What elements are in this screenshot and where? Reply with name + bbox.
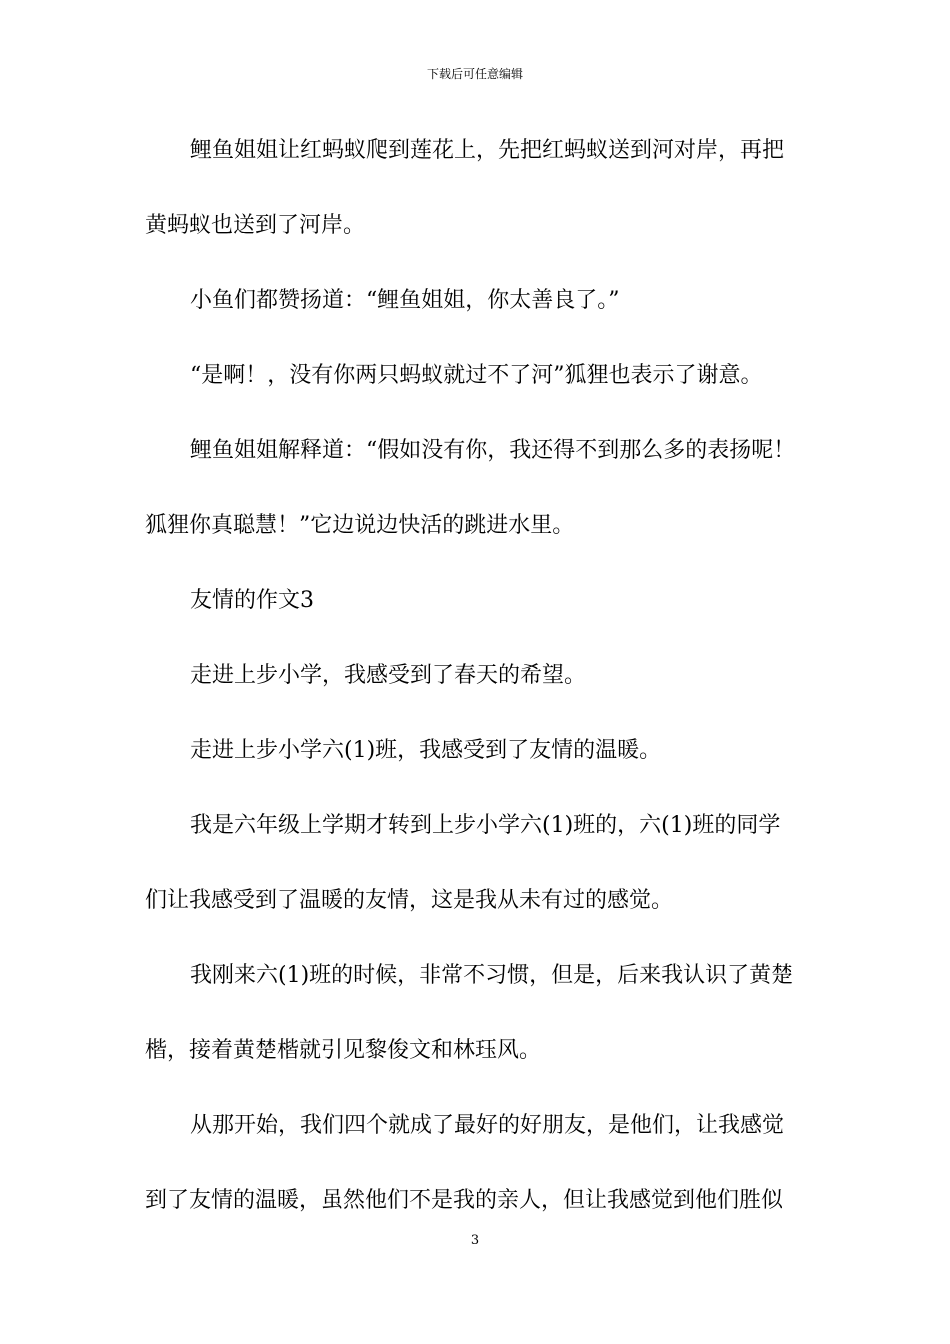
paragraph-line: 到了友情的温暖，虽然他们不是我的亲人，但让我感觉到他们胜似 [145, 1188, 784, 1213]
paragraph-line: 从那开始，我们四个就成了最好的好朋友，是他们，让我感觉 [190, 1113, 785, 1138]
paragraph-line: 们让我感受到了温暖的友情，这是我从未有过的感觉。 [145, 888, 674, 913]
paragraph-line: 走进上步小学，我感受到了春天的希望。 [190, 663, 587, 688]
paragraph-line: 我刚来六(1)班的时候，非常不习惯，但是，后来我认识了黄楚 [190, 963, 794, 988]
paragraph-line: 走进上步小学六(1)班，我感受到了友情的温暖。 [190, 738, 662, 763]
paragraph-line: 鲤鱼姐姐解释道：“假如没有你，我还得不到那么多的表扬呢！ [190, 438, 796, 463]
paragraph-line: 楷，接着黄楚楷就引见黎俊文和林珏风。 [145, 1038, 542, 1063]
page-number: 3 [470, 1233, 480, 1248]
paragraph-line: 我是六年级上学期才转到上步小学六(1)班的，六(1)班的同学 [190, 813, 781, 838]
page-header: 下载后可任意编辑 [426, 67, 523, 81]
paragraph-line: 鲤鱼姐姐让红蚂蚁爬到莲花上，先把红蚂蚁送到河对岸，再把 [190, 138, 785, 163]
paragraph-line: “是啊！，没有你两只蚂蚁就过不了河”狐狸也表示了谢意。 [190, 363, 763, 388]
paragraph-line: 狐狸你真聪慧！”它边说边快活的跳进水里。 [145, 513, 575, 538]
section-heading: 友情的作文3 [190, 588, 314, 613]
paragraph-line: 黄蚂蚁也送到了河岸。 [145, 213, 366, 238]
paragraph-line: 小鱼们都赞扬道：“鲤鱼姐姐，你太善良了。” [190, 288, 620, 313]
